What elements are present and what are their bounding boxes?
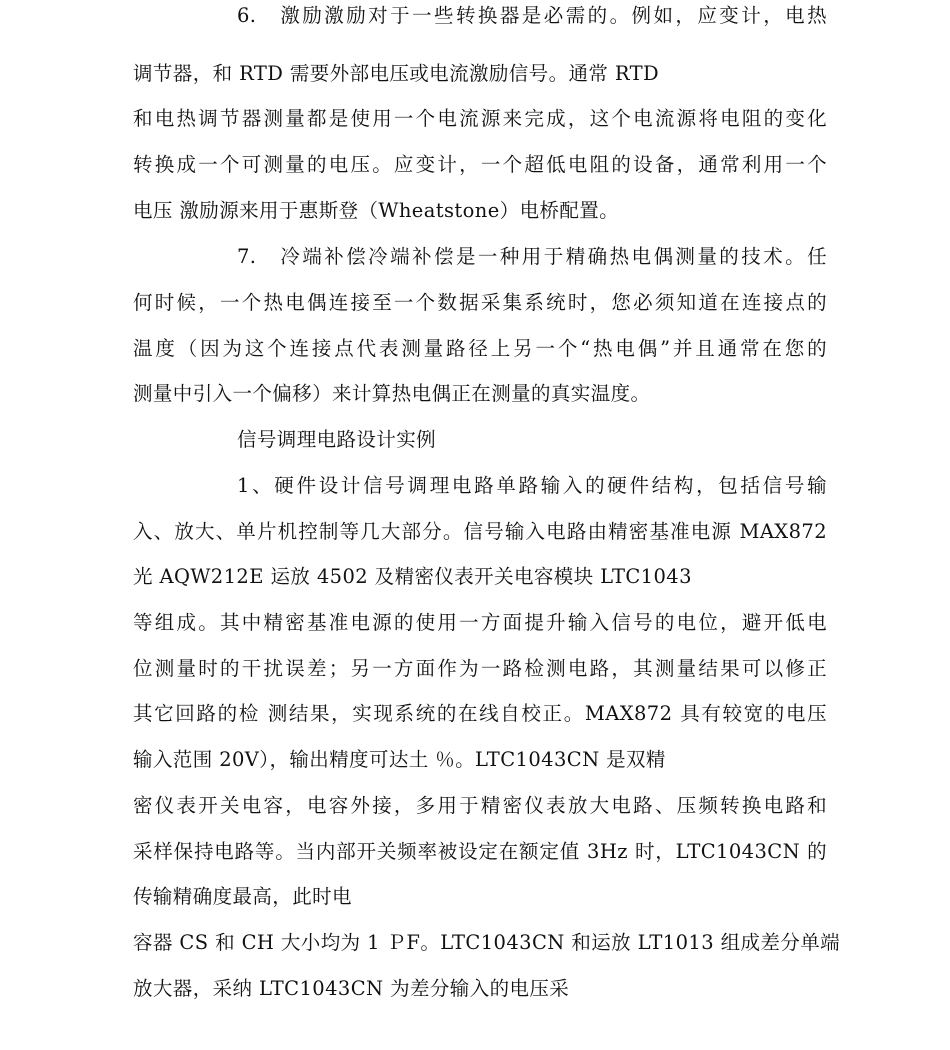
paragraph-line: 测量中引入一个偏移）来计算热电偶正在测量的真实温度。 xyxy=(133,382,651,405)
paragraph-line: 1、硬件设计信号调理电路单路输入的硬件结构，包括信号输 xyxy=(237,474,827,497)
paragraph-line: 何时候，一个热电偶连接至一个数据采集系统时，您必须知道在连接点的 xyxy=(133,291,827,314)
paragraph-line: 7. 冷端补偿冷端补偿是一种用于精确热电偶测量的技术。任 xyxy=(237,245,827,268)
paragraph-line: 和电热调节器测量都是使用一个电流源来完成，这个电流源将电阻的变化 xyxy=(133,107,827,130)
paragraph-line: 容器 CS 和 CH 大小均为 1 ＰF。LTC1043CN 和运放 LT1013 组成差分单端 xyxy=(133,931,841,954)
paragraph-line: 输入范围 20V），输出精度可达土 ％。LTC1043CN 是双精 xyxy=(133,748,666,771)
paragraph-line: 密仪表开关电容，电容外接，多用于精密仪表放大电路、压频转换电路和 xyxy=(133,794,827,817)
paragraph-line: 采样保持电路等。当内部开关频率被设定在额定值 3Hz 时，LTC1043CN 的 xyxy=(133,840,827,863)
paragraph-line: 温度（因为这个连接点代表测量路径上另一个“热电偶”并且通常在您的 xyxy=(133,337,827,360)
paragraph-line: 调节器，和 RTD 需要外部电压或电流激励信号。通常 RTD xyxy=(133,62,660,85)
paragraph-line: 入、放大、单片机控制等几大部分。信号输入电路由精密基准电源 MAX872 xyxy=(133,520,827,543)
paragraph-line: 其它回路的检 测结果，实现系统的在线自校正。MAX872 具有较宽的电压 xyxy=(133,702,827,725)
paragraph-line: 等组成。其中精密基准电源的使用一方面提升输入信号的电位，避开低电 xyxy=(133,611,827,634)
paragraph-line: 转换成一个可测量的电压。应变计，一个超低电阻的设备，通常利用一个 xyxy=(133,153,827,176)
paragraph-line: 6. 激励激励对于一些转换器是必需的。例如，应变计，电热 xyxy=(237,4,827,27)
paragraph-line: 光 AQW212E 运放 4502 及精密仪表开关电容模块 LTC1043 xyxy=(133,565,692,588)
paragraph-line: 电压 激励源来用于惠斯登（Wheatstone）电桥配置。 xyxy=(133,199,620,222)
section-heading: 信号调理电路设计实例 xyxy=(237,428,437,451)
paragraph-line: 放大器，采纳 LTC1043CN 为差分输入的电压采 xyxy=(133,977,570,1000)
paragraph-line: 传输精确度最高，此时电 xyxy=(133,885,352,908)
paragraph-line: 位测量时的干扰误差；另一方面作为一路检测电路，其测量结果可以修正 xyxy=(133,657,827,680)
